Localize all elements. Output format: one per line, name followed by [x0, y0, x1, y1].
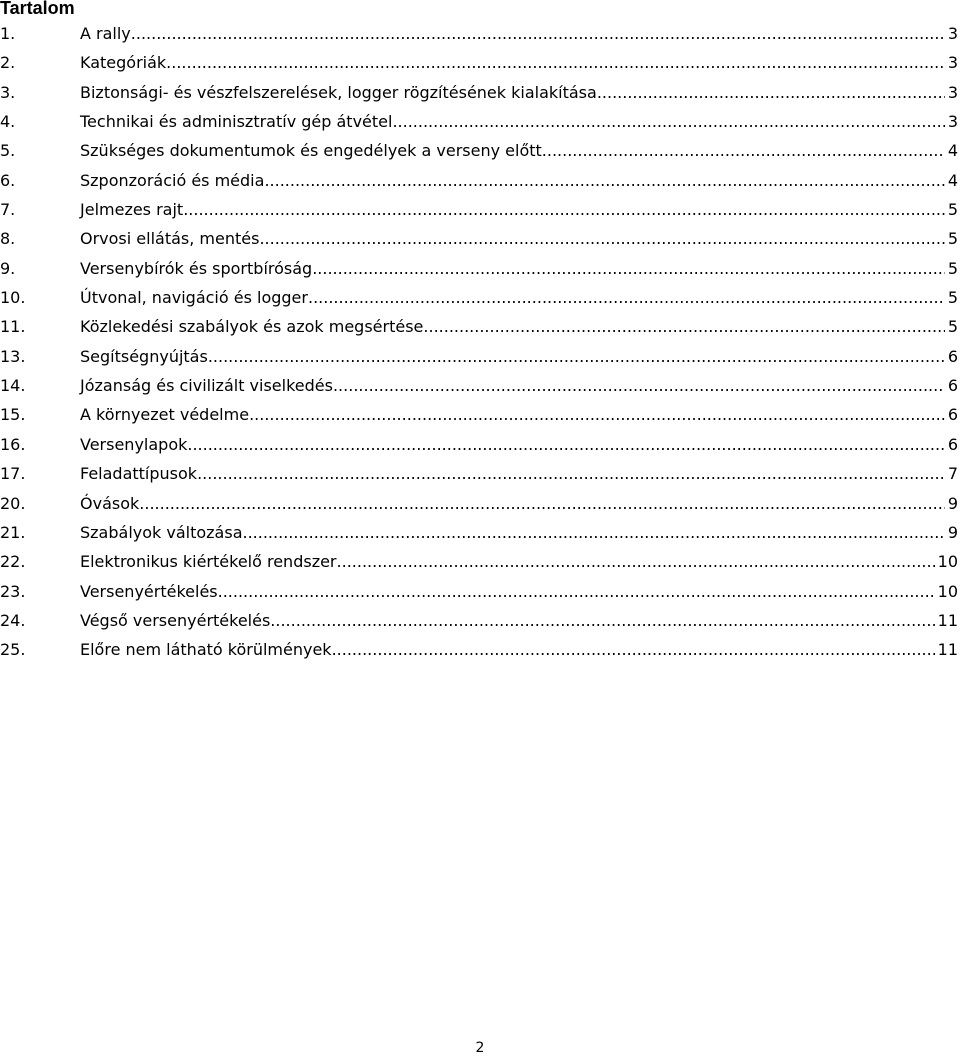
toc-entry-dot-leader [187, 430, 944, 459]
toc-entry-label: A rally [80, 24, 131, 43]
toc-entry-number: 6. [0, 170, 16, 190]
toc-entry-number: 17. [0, 464, 26, 484]
toc-entry-dot-leader [131, 19, 945, 48]
toc-list [0, 19, 960, 665]
toc-entry-label: Segítségnyújtás [80, 346, 208, 366]
toc-entry-label: Biztonsági- és vészfelszerelések, logger rögzítésének kialakítása [80, 82, 597, 102]
toc-entry-dot-leader [183, 195, 945, 224]
toc-entry-dot-leader [333, 371, 945, 400]
toc-entry-number: 23. [0, 581, 26, 601]
toc-entry-label: Szponzoráció és média [80, 170, 265, 190]
toc-entry-page: 5 [947, 317, 958, 337]
toc-entry-page: 7 [947, 464, 958, 484]
toc-entry-number: 5. [0, 141, 16, 161]
toc-entry-number: 15. [0, 405, 26, 425]
toc-entry-label: Kategóriák [80, 53, 167, 73]
toc-entry-dot-leader [264, 166, 944, 195]
toc-entry[interactable] [0, 254, 960, 283]
toc-entry-dot-leader [332, 635, 935, 664]
toc-entry[interactable] [0, 19, 960, 48]
toc-entry-page: 10 [937, 581, 958, 601]
toc-entry[interactable] [0, 342, 960, 371]
toc-entry-label: Elektronikus kiértékelő rendszer [80, 552, 337, 572]
toc-entry-dot-leader [139, 489, 945, 518]
toc-entry-number: 10. [0, 288, 26, 308]
toc-entry-dot-leader [423, 312, 944, 341]
toc-entry-label: Orvosi ellátás, mentés [80, 229, 260, 249]
toc-entry[interactable] [0, 635, 960, 664]
toc-entry-label: Versenyértékelés [80, 581, 218, 601]
toc-entry-number: 25. [0, 640, 26, 660]
toc-entry-dot-leader [197, 459, 945, 488]
toc-entry-page: 6 [947, 376, 958, 396]
toc-entry-number: 13. [0, 346, 26, 366]
toc-entry-number: 21. [0, 522, 26, 542]
toc-entry-page: 5 [947, 258, 958, 278]
toc-entry[interactable] [0, 430, 960, 459]
toc-entry-number: 2. [0, 53, 16, 73]
toc-entry[interactable] [0, 166, 960, 195]
toc-entry-page: 5 [947, 288, 958, 308]
toc-entry-number: 8. [0, 229, 16, 249]
toc-entry-number: 20. [0, 493, 26, 513]
toc-entry-page: 9 [947, 522, 958, 542]
toc-entry[interactable] [0, 577, 960, 606]
toc-entry[interactable] [0, 459, 960, 488]
toc-entry-page: 6 [947, 434, 958, 454]
toc-entry-number: 1. [0, 24, 16, 43]
toc-entry-number: 3. [0, 82, 16, 102]
toc-entry[interactable] [0, 606, 960, 635]
toc-entry-label: Óvások [80, 493, 140, 513]
toc-title: Tartalom [0, 0, 75, 18]
toc-entry-dot-leader [337, 547, 935, 576]
toc-entry-label: Útvonal, navigáció és logger [80, 288, 308, 308]
toc-entry-label: A környezet védelme [80, 405, 250, 425]
toc-entry[interactable] [0, 371, 960, 400]
toc-entry-page: 3 [947, 82, 958, 102]
toc-entry-dot-leader [392, 107, 944, 136]
toc-entry[interactable] [0, 518, 960, 547]
toc-entry-number: 14. [0, 376, 26, 396]
toc-entry-page: 11 [937, 640, 958, 660]
toc-entry-dot-leader [308, 283, 945, 312]
toc-entry-page: 3 [947, 112, 958, 132]
toc-entry-page: 5 [947, 229, 958, 249]
toc-entry-page: 9 [947, 493, 958, 513]
toc-entry-dot-leader [249, 400, 945, 429]
toc-entry-page: 4 [947, 141, 958, 161]
page-number: 2 [475, 1040, 485, 1056]
toc-entry-page: 3 [947, 53, 958, 73]
toc-entry[interactable] [0, 400, 960, 429]
toc-entry-dot-leader [312, 254, 945, 283]
toc-entry-label: Versenybírók és sportbíróság [80, 258, 313, 278]
toc-entry-number: 11. [0, 317, 26, 337]
toc-entry-label: Előre nem látható körülmények [80, 640, 332, 660]
toc-entry-page: 3 [947, 24, 958, 43]
toc-entry-page: 4 [947, 170, 958, 190]
toc-entry-label: Jelmezes rajt [80, 200, 184, 220]
toc-entry-dot-leader [259, 224, 944, 253]
toc-entry-dot-leader [270, 606, 934, 635]
toc-entry[interactable] [0, 107, 960, 136]
toc-entry-number: 9. [0, 258, 16, 278]
toc-entry-page: 6 [947, 346, 958, 366]
toc-entry[interactable] [0, 489, 960, 518]
toc-entry-label: Szabályok változása [80, 522, 243, 542]
toc-entry-number: 4. [0, 112, 16, 132]
toc-entry[interactable] [0, 283, 960, 312]
toc-entry-page: 6 [947, 405, 958, 425]
toc-entry-label: Technikai és adminisztratív gép átvétel [80, 112, 393, 132]
toc-entry-label: Józanság és civilizált viselkedés [80, 376, 333, 396]
toc-entry-label: Szükséges dokumentumok és engedélyek a verseny előtt [80, 141, 542, 161]
toc-entry-dot-leader [243, 518, 945, 547]
toc-entry[interactable] [0, 547, 960, 576]
toc-entry-label: Versenylapok [80, 434, 188, 454]
toc-entry-label: Végső versenyértékelés [80, 610, 271, 630]
toc-entry-dot-leader [208, 342, 945, 371]
toc-entry-number: 24. [0, 610, 26, 630]
toc-entry-dot-leader [597, 78, 945, 107]
toc-entry-number: 16. [0, 434, 26, 454]
toc-entry[interactable] [0, 78, 960, 107]
toc-entry[interactable] [0, 136, 960, 165]
toc-entry-dot-leader [218, 577, 935, 606]
toc-entry-dot-leader [166, 48, 945, 77]
toc-entry-label: Közlekedési szabályok és azok megsértése [80, 317, 424, 337]
toc-entry-dot-leader [542, 136, 945, 165]
toc-entry[interactable] [0, 195, 960, 224]
toc-entry[interactable] [0, 312, 960, 341]
toc-entry-number: 22. [0, 552, 26, 572]
toc-entry-page: 5 [947, 200, 958, 220]
toc-entry-label: Feladattípusok [80, 464, 198, 484]
toc-entry[interactable] [0, 48, 960, 77]
toc-entry-page: 10 [937, 552, 958, 572]
toc-entry[interactable] [0, 224, 960, 253]
toc-entry-page: 11 [937, 610, 958, 630]
toc-entry-number: 7. [0, 200, 16, 220]
